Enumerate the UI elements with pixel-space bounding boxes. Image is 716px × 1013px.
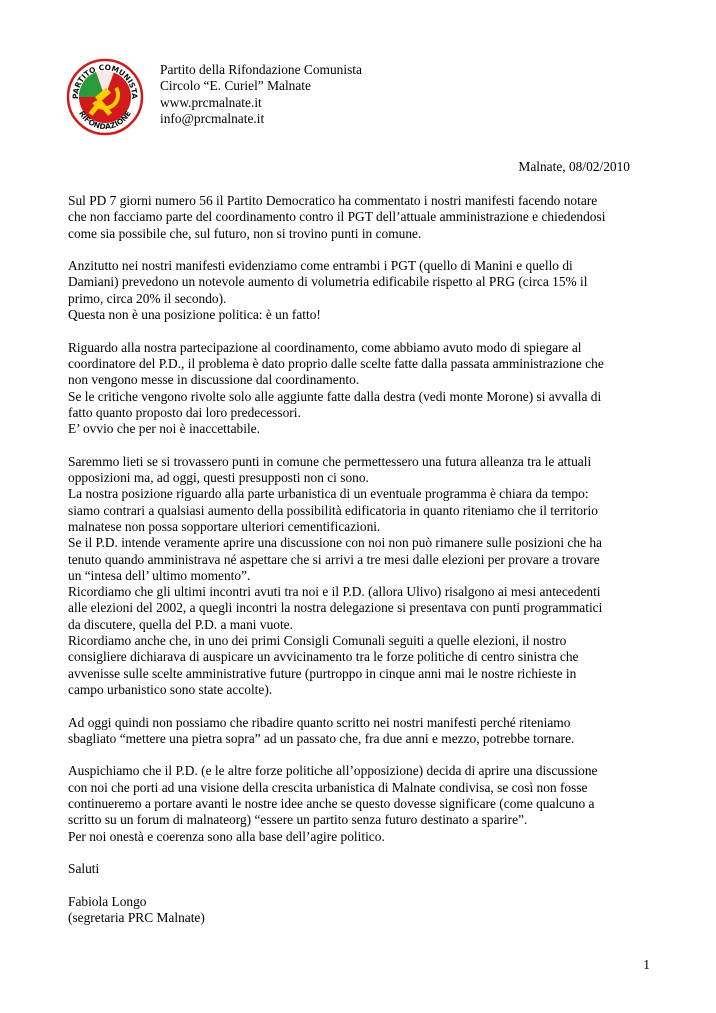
text-line: come sia possibile che, sul futuro, non si trovino punti in comune. (68, 225, 422, 241)
text-line: Auspichiamo che il P.D. (e le altre forze politiche all’opposizione) decida di aprire una discussione (68, 763, 598, 779)
text-line: fatto quanto proposto dai loro predecessori. (68, 404, 301, 420)
text-line: Riguardo alla nostra partecipazione al coordinamento, come abbiamo avuto modo di spiegare al (68, 339, 582, 355)
text-line: primo, circa 20% il secondo). (68, 290, 227, 306)
text-line: opposizioni ma, ad oggi, questi presupposti non ci sono. (68, 470, 369, 486)
text-line: non vengono messe in discussione dal coordinamento. (68, 372, 360, 388)
page-number: 1 (643, 957, 650, 972)
text-line: Anzitutto nei nostri manifesti evidenziamo come entrambi i PGT (quello di Manini e quello di (68, 258, 573, 274)
text-line: un “intesa dell’ ultimo momento”. (68, 567, 251, 583)
text-line: da discutere, quella del P.D. a mani vuote. (68, 616, 293, 632)
org-name: Partito della Rifondazione Comunista (160, 62, 362, 77)
text-line: (segretaria PRC Malnate) (68, 910, 205, 926)
paragraph (68, 340, 668, 438)
text-line: Saremmo lieti se si trovassero punti in comune che permettessero una futura alleanza tra le attuali (68, 453, 592, 469)
text-line: continueremo a portare avanti le nostre idee anche se questo dovesse significare (come qualcuno a (68, 795, 595, 811)
paragraph (68, 715, 668, 748)
paragraph (68, 454, 668, 698)
text-line: tenuto quando amministrava né aspettare che si arrivi a tre mesi dalle elezioni per provare a trovare (68, 551, 600, 567)
paragraph (68, 763, 668, 844)
text-line: siamo contrari a qualsiasi aumento della possibilità edificatoria in quanto riteniamo che il territorio (68, 502, 598, 518)
text-line: Per noi onestà e coerenza sono alla base dell’agire politico. (68, 828, 385, 844)
text-line: campo urbanistico sono state accolte). (68, 681, 273, 697)
text-line: Fabiola Longo (68, 893, 147, 909)
text-line: consigliere dichiarava di auspicare un avvicinamento tra le forze politiche di centro sinistra che (68, 649, 579, 665)
text-line: Se le critiche vengono rivolte solo alle aggiunte fatte dalla destra (vedi monte Morone) si avvalla di (68, 388, 602, 404)
paragraph (68, 861, 668, 877)
text-line: Sul PD 7 giorni numero 56 il Partito Democratico ha commentato i nostri manifesti facendo notare (68, 193, 598, 208)
text-line: scritto su un forum di malnateorg) “essere un partito senza futuro destinato a sparire”. (68, 812, 528, 828)
letter-date: Malnate, 08/02/2010 (518, 159, 630, 174)
website-link[interactable]: www.prcmalnate.it (160, 94, 262, 110)
text-line: che non facciamo parte del coordinamento contro il PGT dell’attuale amministrazione e chiedendosi (68, 209, 606, 225)
logo-top-text: PARTITO COMUNISTA (70, 62, 140, 100)
text-line: Ricordiamo anche che, in uno dei primi Consigli Comunali seguiti a quelle elezioni, il nostro (68, 633, 567, 649)
hammer-sickle-logo-icon (66, 58, 144, 136)
text-line: alle elezioni del 2002, a quegli incontri la nostra delegazione si presentava con punti programmatici (68, 600, 603, 616)
text-line: Se il P.D. intende veramente aprire una discussione con noi non può rimanere sulle posizioni che ha (68, 535, 602, 551)
text-line: sbagliato “mettere una pietra sopra” ad un passato che, fra due anni e mezzo, potrebbe tornare. (68, 730, 575, 746)
letter-body (68, 193, 668, 943)
paragraph (68, 193, 668, 242)
text-line: malnatese non possa sopportare ulteriori cementificazioni. (68, 518, 381, 534)
text-line: coordinatore del P.D., il problema è dato proprio dalle scelte fatte dalla passata amministrazione che (68, 355, 604, 371)
text-line: Questa non è una posizione politica: è un fatto! (68, 307, 321, 323)
text-line: Saluti (68, 861, 100, 877)
paragraph (68, 258, 668, 323)
logo-bottom-text: RIFONDAZIONE (77, 109, 133, 132)
party-logo (66, 58, 144, 136)
text-line: Ricordiamo che gli ultimi incontri avuti tra noi e il P.D. (allora Ulivo) risalgono ai mesi antecedenti (68, 584, 601, 600)
circle-name: Circolo “E. Curiel” Malnate (160, 78, 311, 94)
text-line: La nostra posizione riguardo alla parte urbanistica di un eventuale programma è chiara da tempo: (68, 486, 589, 502)
text-line: con noi che porti ad una visione della crescita urbanistica di Malnate condivisa, se così non fosse (68, 779, 588, 795)
text-line: Damiani) prevedono un notevole aumento di volumetria edificabile rispetto al PRG (circa 15% il (68, 274, 588, 290)
email-link[interactable]: info@prcmalnate.it (160, 110, 265, 126)
text-line: E’ ovvio che per noi è inaccettabile. (68, 421, 260, 437)
letterhead (160, 62, 362, 127)
text-line: Ad oggi quindi non possiamo che ribadire quanto scritto nei nostri manifesti perché riteniamo (68, 714, 571, 730)
paragraph (68, 894, 668, 927)
text-line: avvenisse sulle scelte amministrative future (purtroppo in cinque anni mai le nostre richieste in (68, 665, 577, 681)
